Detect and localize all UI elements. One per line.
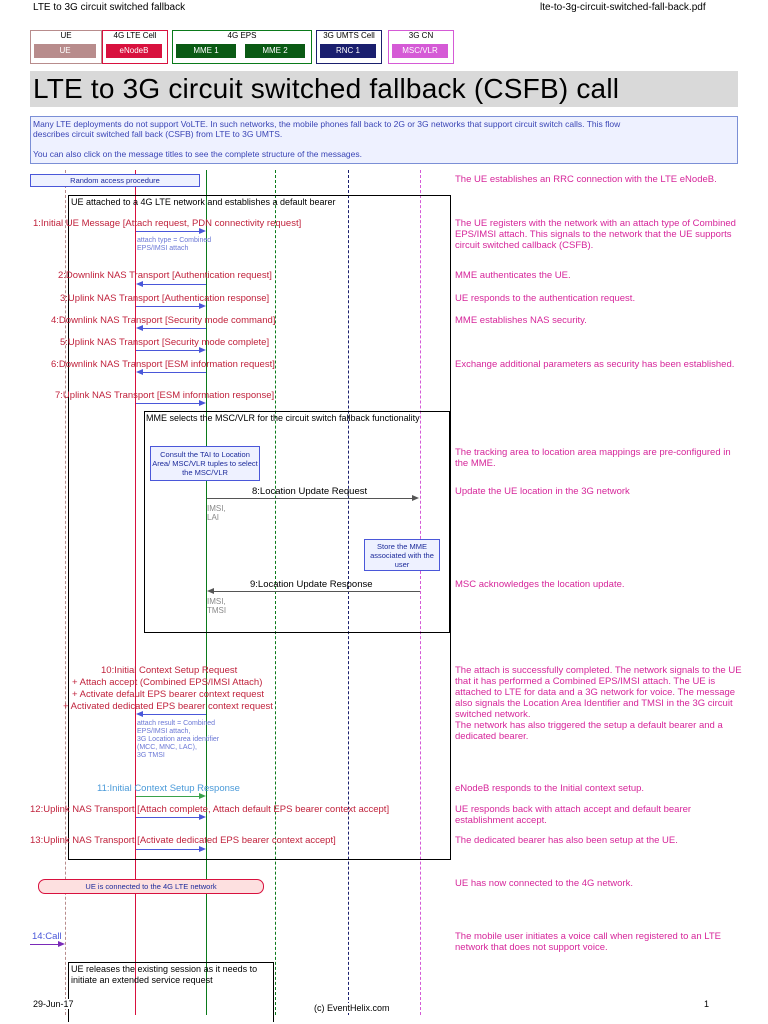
msg-9-note: MSC acknowledges the location update. [455,579,625,590]
msg-12[interactable]: 12:Uplink NAS Transport [Attach complete, Attach default EPS bearer context accept] [30,804,390,815]
msg-2-arrow [143,284,206,285]
msg-1-note: The UE registers with the network with an attach type of Combined EPS/IMSI attach. This signals to the network that the UE supports circuit switched callback (CSFB). [455,218,736,251]
msg-6-note: Exchange additional parameters as security has been established. [455,359,735,370]
intro-box [30,116,738,164]
msg-9[interactable]: 9:Location Update Response [250,579,373,590]
msg-6-arrowhead [136,369,143,375]
msg-8-note: Update the UE location in the 3G network [455,486,630,497]
connected-state-box[interactable]: UE is connected to the 4G LTE network [38,879,264,894]
page-header-title: LTE to 3G circuit switched fallback [33,2,186,13]
eps-group-label: 4G EPS [227,31,257,40]
release-frame-label-1: UE releases the existing session as it needs to [71,964,258,974]
msg-2-arrowhead [136,281,143,287]
msc-selection-frame-label: MME selects the MSC/VLR for the circuit switch fallback functionality [146,413,420,423]
msg-10-line4: + Activated dedicated EPS bearer context request [63,701,273,712]
attach-frame-label: UE attached to a 4G LTE network and establishes a default bearer [71,197,336,207]
cn-group-label: 3G CN [408,31,434,40]
mme2-entity[interactable]: MME 2 [245,44,305,58]
connected-note: UE has now connected to the 4G network. [455,878,633,889]
msg-14[interactable]: 14:Call [32,931,62,942]
msg-12-arrowhead [199,814,206,820]
umts-group-label: 3G UMTS Cell [323,31,375,40]
msg-10-arrow [143,714,206,715]
msg-13[interactable]: 13:Uplink NAS Transport [Activate dedicated EPS bearer context accept] [30,835,336,846]
msg-4-arrow [143,328,206,329]
footer-copyright: (c) EventHelix.com [314,1003,390,1013]
msg-3-arrow [136,306,199,307]
msg-9-arrow [214,591,420,592]
msg-8-arrow [207,498,412,499]
msg-13-note: The dedicated bearer has also been setup at the UE. [455,835,678,846]
msg-7-arrowhead [199,400,206,406]
msg-3[interactable]: 3:Uplink NAS Transport [Authentication response] [60,293,270,304]
msg-10-line2: + Attach accept (Combined EPS/IMSI Attach) [72,677,263,688]
msg-12-note: UE responds back with attach accept and default bearer establishment accept. [455,804,692,826]
msg-14-note: The mobile user initiates a voice call when registered to an LTE network that does not support voice. [455,931,721,953]
mscvlr-entity[interactable]: MSC/VLR [392,44,448,58]
msg-3-note: UE responds to the authentication request. [455,293,636,304]
msg-5-arrow [136,350,199,351]
msg-14-arrow [30,944,58,945]
msg-4-note: MME establishes NAS security. [455,315,587,326]
msg-10[interactable]: 10:Initial Context Setup Request [101,665,238,676]
enodeb-entity[interactable]: eNodeB [106,44,162,58]
ue-entity[interactable]: UE [34,44,96,58]
lte-cell-group-label: 4G LTE Cell [113,31,157,40]
footer-page-number: 1 [704,999,710,1009]
msg-3-arrowhead [199,303,206,309]
msg-2[interactable]: 2:Downlink NAS Transport [Authentication request] [58,270,272,281]
msg-10-note: The attach is successfully completed. The network signals to the UE that it has performed a Combined EPS/IMSI attach. The UE is attached to LTE for data and a 3G network for voice. The message also signals the Location Area Identifier and TMSI in the 3G circuit switched network. The network has also triggered the setup a default bearer and a dedicated bearer. [455,665,742,742]
msg-13-arrow [136,849,199,850]
mme1-entity[interactable]: MME 1 [176,44,236,58]
msg-7-arrow [136,403,199,404]
msg-5-arrowhead [199,347,206,353]
msc-selection-frame [144,411,450,633]
msg-2-note: MME authenticates the UE. [455,270,571,281]
msg-1[interactable]: 1:Initial UE Message [Attach request, PDN connectivity request] [33,218,302,229]
msg-1-arrow [136,231,199,232]
rnc1-entity[interactable]: RNC 1 [320,44,376,58]
intro-line-1: Many LTE deployments do not support VoLTE. In such networks, the mobile phones fall back to 2G or 3G networks that support circuit switch calls. This flow [33,119,621,129]
msg-12-arrow [136,817,199,818]
msg-14-arrowhead [58,941,65,947]
intro-line-2: describes circuit switched fall back (CSFB) from LTE to 3G UMTS. [33,129,283,139]
ue-group-label: UE [60,31,72,40]
store-mme-box[interactable]: Store the MME associated with the user [364,539,440,571]
msg-5[interactable]: 5:Uplink NAS Transport [Security mode complete] [60,337,270,348]
random-access-box[interactable]: Random access procedure [30,174,200,187]
msg-4[interactable]: 4:Downlink NAS Transport [Security mode command] [51,315,276,326]
msg-6[interactable]: 6:Downlink NAS Transport [ESM information request] [51,359,275,370]
msg-10-arrowhead [136,711,143,717]
msg-10-params: attach result = Combined EPS/IMSI attach, 3G Location area identifier (MCC, MNC, LAC), 3G TMSI [137,720,220,759]
rap-note: The UE establishes an RRC connection with the LTE eNodeB. [455,174,717,185]
msg-13-arrowhead [199,846,206,852]
msg-7[interactable]: 7:Uplink NAS Transport [ESM information response] [55,390,275,401]
page-title: LTE to 3G circuit switched fallback (CSFB) call [33,73,620,104]
msg-4-arrowhead [136,325,143,331]
release-frame-label-2: initiate an extended service request [71,975,213,985]
msg-11-arrow [136,796,199,797]
msg-9-arrowhead [207,588,214,594]
intro-line-3: You can also click on the message titles to see the complete structure of the messages. [33,149,363,159]
consult-tai-box[interactable]: Consult the TAI to Location Area/ MSC/VLR tuples to select the MSC/VLR [150,446,260,481]
msg-10-line3: + Activate default EPS bearer context request [72,689,264,700]
footer-date: 29-Jun-17 [33,999,74,1009]
msg-8[interactable]: 8:Location Update Request [252,486,368,497]
msg-11-note: eNodeB responds to the Initial context setup. [455,783,645,794]
msg-8-arrowhead [412,495,419,501]
msg-6-arrow [143,372,206,373]
msg-9-params: IMSI, TMSI [207,597,227,615]
msg-11-arrowhead [199,793,206,799]
msg-1-params: attach type = Combined EPS/IMSI attach [137,237,212,252]
consult-note: The tracking area to location area mappings are pre-configured in the MME. [455,447,731,469]
msg-1-arrowhead [199,228,206,234]
msg-8-params: IMSI, LAI [207,504,226,522]
msg-11[interactable]: 11:Initial Context Setup Response [97,783,240,794]
page-header-filename: lte-to-3g-circuit-switched-fall-back.pdf [540,2,706,13]
